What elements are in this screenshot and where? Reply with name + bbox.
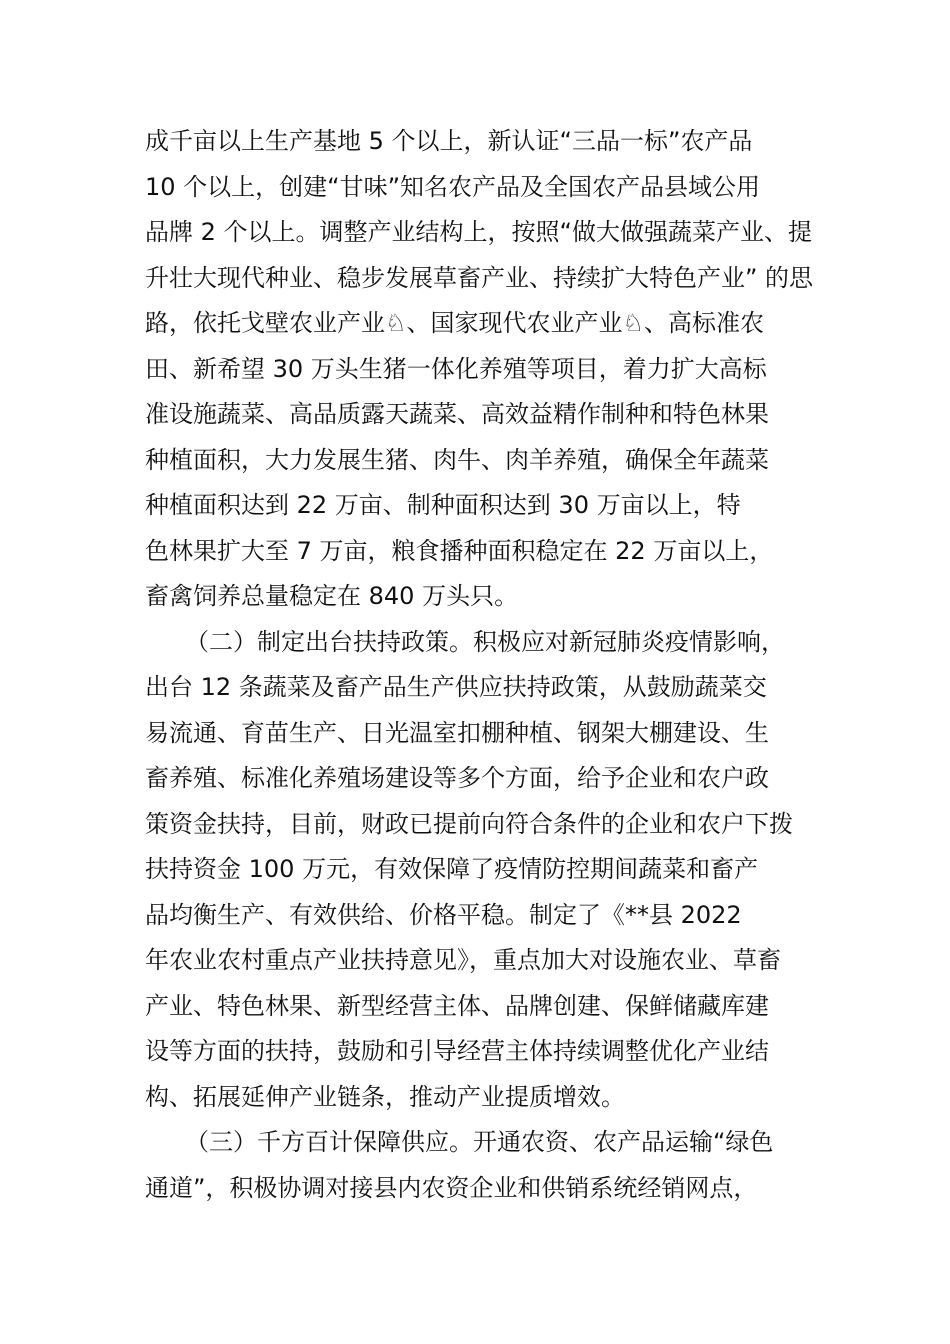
text-line: 设等方面的扶持，鼓励和引导经营主体持续调整优化产业结 [145,1037,769,1065]
text-line: 成千亩以上生产基地 5 个以上，新认证“三品一标”农产品 [145,127,753,155]
body-text [145,119,835,1211]
text-line: 通道”，积极协调对接县内农资企业和供销系统经销网点， [145,1173,758,1202]
text-line: 畜禽饲养总量稳定在 840 万头只。 [145,582,519,610]
text-line: 构、拓展延伸产业链条，推动产业提质增效。 [145,1082,625,1111]
text-line: 路，依托戈壁农业产业♘、国家现代农业产业♘、高标准农 [145,309,765,337]
text-line: 田、新希望 30 万头生猪一体化养殖等项目，着力扩大高标 [145,354,767,383]
text-line: 品均衡生产、有效供给、价格平稳。制定了《**县 2022 [145,900,742,929]
text-line: 10 个以上，创建“甘味”知名农产品及全国农产品县域公用 [145,172,761,201]
text-line: 畜养殖、标准化养殖场建设等多个方面，给予企业和农户政 [145,764,769,792]
section-heading-line: （二）制定出台扶持政策。积极应对新冠肺炎疫情影响， [185,627,785,656]
text-line: 种植面积，大力发展生猪、肉牛、肉羊养殖，确保全年蔬菜 [145,445,769,474]
text-line: 产业、特色林果、新型经营主体、品牌创建、保鲜储藏库建 [145,991,769,1020]
text-line: 升壮大现代种业、稳步发展草畜产业、持续扩大特色产业” 的思 [145,263,814,292]
text-line: 色林果扩大至 7 万亩，粮食播种面积稳定在 22 万亩以上， [145,536,774,565]
text-line: 易流通、育苗生产、日光温室扣棚种植、钢架大棚建设、生 [145,718,769,747]
text-line: 种植面积达到 22 万亩、制种面积达到 30 万亩以上，特 [145,491,741,519]
text-line: 品牌 2 个以上。调整产业结构上，按照“做大做强蔬菜产业、提 [145,218,812,246]
text-line: 扶持资金 100 万元，有效保障了疫情防控期间蔬菜和畜产 [145,855,759,883]
text-line: 出台 12 条蔬菜及畜产品生产供应扶持政策，从鼓励蔬菜交 [145,673,767,701]
text-line: 准设施蔬菜、高品质露天蔬菜、高效益精作制种和特色林果 [145,400,769,428]
text-line: 策资金扶持，目前，财政已提前向符合条件的企业和农户下拨 [145,809,793,838]
text-line: 年农业农村重点产业扶持意见》，重点加大对设施农业、草畜 [145,946,781,974]
section-heading-line: （三）千方百计保障供应。开通农资、农产品运输“绿色 [185,1128,774,1156]
